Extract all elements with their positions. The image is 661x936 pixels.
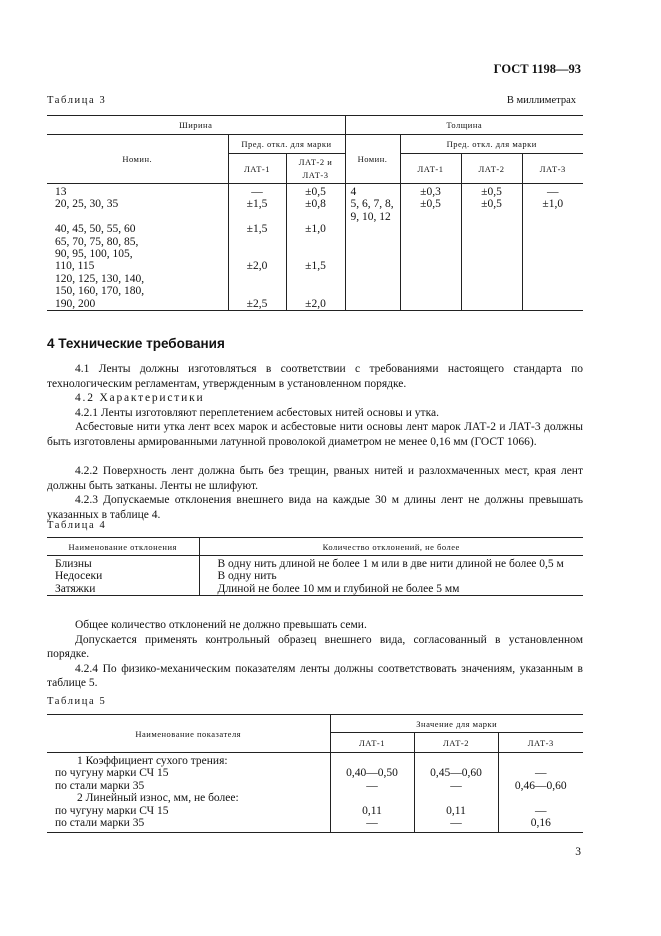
table3-head-lat23-line1: ЛАТ-2 и [298,157,333,168]
table3-cell: 150, 160, 170, 180, [55,285,145,298]
table-row: В одну нить длиной не более 1 м или в две нити длиной не более 0,5 м [217,558,564,570]
table5-cell [499,755,584,767]
table3-head-thick-lat3: ЛАТ-3 [522,154,583,184]
table3-head-width: Ширина [47,116,345,135]
table3-head-thick-nom: Номин. [345,135,400,184]
table3-cell: ±0,5 [420,198,441,211]
table5-cell: — [535,804,547,817]
table3-cell: 65, 70, 75, 80, 85, [55,235,139,248]
table3-cell [229,211,286,223]
table3-cell: ±1,0 [542,198,564,211]
table3-cell: ±0,5 [481,198,502,211]
table3-cell: 20, 25, 30, 35 [55,198,119,211]
table5-cell: — [450,779,462,792]
table5-names-col [47,753,330,833]
table5-cell: — [535,767,547,780]
table5-cell [415,792,498,804]
table-row: 2 Линейный износ, мм, не более: [77,792,239,805]
table5-cell: 0,40—0,50 [346,767,398,780]
table4-caption: Таблица 4 [47,520,107,531]
table5-lat2-col [414,753,498,833]
table3-cell: 120, 125, 130, 140, [55,272,145,285]
table3-cell [287,248,345,260]
table5-caption: Таблица 5 [47,696,107,707]
table5-head-name: Наименование показателя [47,715,330,753]
table3-cell [229,285,286,297]
table3-cell [287,236,345,248]
table5-cell: — [366,779,378,792]
table3-cell: ±1,5 [246,223,268,236]
table3-head-lat23-line2: ЛАТ-3 [302,169,329,180]
table4-names-col [47,556,199,596]
table5-cell [499,792,584,804]
table3-cell [229,273,286,285]
paragraph-4-2-4: 4.2.4 По физико-механическим показателям ленты должны соответствовать значениям, указанным в таблице 5. [47,662,583,689]
table5-head-lat2: ЛАТ-2 [414,733,498,753]
table3 [47,115,583,311]
table5-cell: 0,45—0,60 [430,767,482,780]
table4-head-name: Наименование отклонения [47,538,199,556]
table3-cell: ±1,5 [305,260,326,273]
table3-cell: ±0,5 [481,186,502,198]
page-number: 3 [575,846,581,858]
table3-cell: ±2,5 [246,297,268,310]
table-row: В одну нить [217,570,277,583]
table3-head-thickness: Толщина [345,116,583,135]
table3-width-lat23-col [286,184,345,311]
table3-cell: ±0,8 [305,198,326,211]
table3-width-nom-col [47,184,228,311]
table3-cell [55,211,228,223]
table3-cell: ±1,0 [305,223,326,236]
table-row: 1 Коэффициент сухого трения: [77,755,228,767]
table3-cell: 13 [55,186,67,198]
document-code: ГОСТ 1198—93 [493,62,581,76]
table5-cell [415,755,498,767]
table3-cell: — [251,186,263,198]
table5-head-lat3: ЛАТ-3 [498,733,583,753]
table3-cell: ±0,5 [305,186,326,198]
table3-cell: 110, 115 [55,260,95,273]
table3-cell: 4 [350,186,357,198]
paragraph-4-2-1: 4.2.1 Ленты изготовляют переплетением асбестовых нитей основы и утка. [75,406,439,419]
table-row: по стали марки 35 [55,779,145,792]
table-row: по стали марки 35 [55,817,145,830]
table3-cell: ±2,0 [305,297,326,310]
table-row: по чугуну марки СЧ 15 [55,767,169,780]
table3-width-lat1-col [228,184,286,311]
table5-head-value: Значение для марки [330,715,583,733]
table4-head-count: Количество отклонений, не более [199,538,583,556]
table5-cell: — [450,817,462,829]
table3-cell: 5, 6, 7, 8, [350,198,394,211]
table3-cell: ±0,3 [420,186,441,198]
paragraph-4-1: 4.1 Ленты должны изготовляться в соответствии с требованиями настоящего стандарта по технологическим регламентам, утвержденным в установленном порядке. [47,363,583,390]
table3-thick-nom-col [345,184,400,311]
paragraph-total: Общее количество отклонений не должно превышать семи. [75,619,367,631]
paragraph-sample: Допускается применять контрольный образец внешнего вида, согласованный в установленном порядке. [47,633,583,660]
table3-cell: 9, 10, 12 [350,210,391,223]
section-heading: 4 Технические требования [47,336,225,351]
table5-cell [331,792,414,804]
table3-cell: 90, 95, 100, 105, [55,248,133,261]
table3-thick-lat2-col [461,184,522,311]
paragraph-4-2-2: 4.2.2 Поверхность лент должна быть без трещин, рваных нитей и разлохмаченных мест, края лент должны быть затканы. Ленты не шлифуют. [47,465,583,492]
table3-cell: 190, 200 [55,297,96,310]
table3-thick-lat3-col [522,184,583,311]
table3-cell: ±1,5 [246,198,268,211]
table3-head-thick-lat1: ЛАТ-1 [400,154,461,184]
table5-cell: 0,16 [530,817,551,829]
table3-units: В миллиметрах [506,95,576,106]
table3-cell [229,236,286,248]
paragraph-4-2: 4.2 Характеристики [75,392,205,404]
table-row: Длиной не более 10 мм и глубиной не более 5 мм [217,582,460,595]
table3-cell [287,211,345,223]
paragraph-4-2-3: 4.2.3 Допускаемые отклонения внешнего вида на каждые 30 м длины лент не должны превышать указанных в таблице 4. [47,494,583,521]
table-row: Близны [55,558,92,570]
table5-cell: 0,11 [446,804,466,817]
table5-lat1-col [330,753,414,833]
table3-head-width-dev: Пред. откл. для марки [228,135,345,154]
table3-head-thick-dev: Пред. откл. для марки [400,135,583,154]
table-row: Недосеки [55,570,103,583]
table5-lat3-col [498,753,583,833]
table3-cell: ±2,0 [246,260,268,273]
table5-cell [331,755,414,767]
table3-cell [287,273,345,285]
paragraph-asbestos: Асбестовые нити утка лент всех марок и асбестовые нити основы лент марок ЛАТ-2 и ЛАТ-3 должны быть изготовлены армированными латунной проволокой диаметром не менее 0,16 мм (ГОСТ 1066). [47,421,583,448]
table3-head-thick-lat2: ЛАТ-2 [461,154,522,184]
table3-head-width-lat1: ЛАТ-1 [228,154,286,184]
table5-head-lat1: ЛАТ-1 [330,733,414,753]
table3-head-width-lat23 [286,154,345,184]
table3-head-width-nom: Номин. [47,135,228,184]
table5-cell: 0,11 [362,804,382,817]
table3-cell: 40, 45, 50, 55, 60 [55,223,136,236]
table5-cell: 0,46—0,60 [514,779,567,792]
table-row: по чугуну марки СЧ 15 [55,804,169,817]
table3-cell: — [547,186,559,198]
table5 [47,714,583,833]
table-row: Затяжки [55,582,96,595]
table4-counts-col [199,556,583,596]
table4 [47,537,583,596]
table5-cell: — [366,817,378,829]
table3-caption: Таблица 3 [47,95,107,106]
table3-thick-lat1-col [400,184,461,311]
table3-cell [229,248,286,260]
table3-cell [287,285,345,297]
